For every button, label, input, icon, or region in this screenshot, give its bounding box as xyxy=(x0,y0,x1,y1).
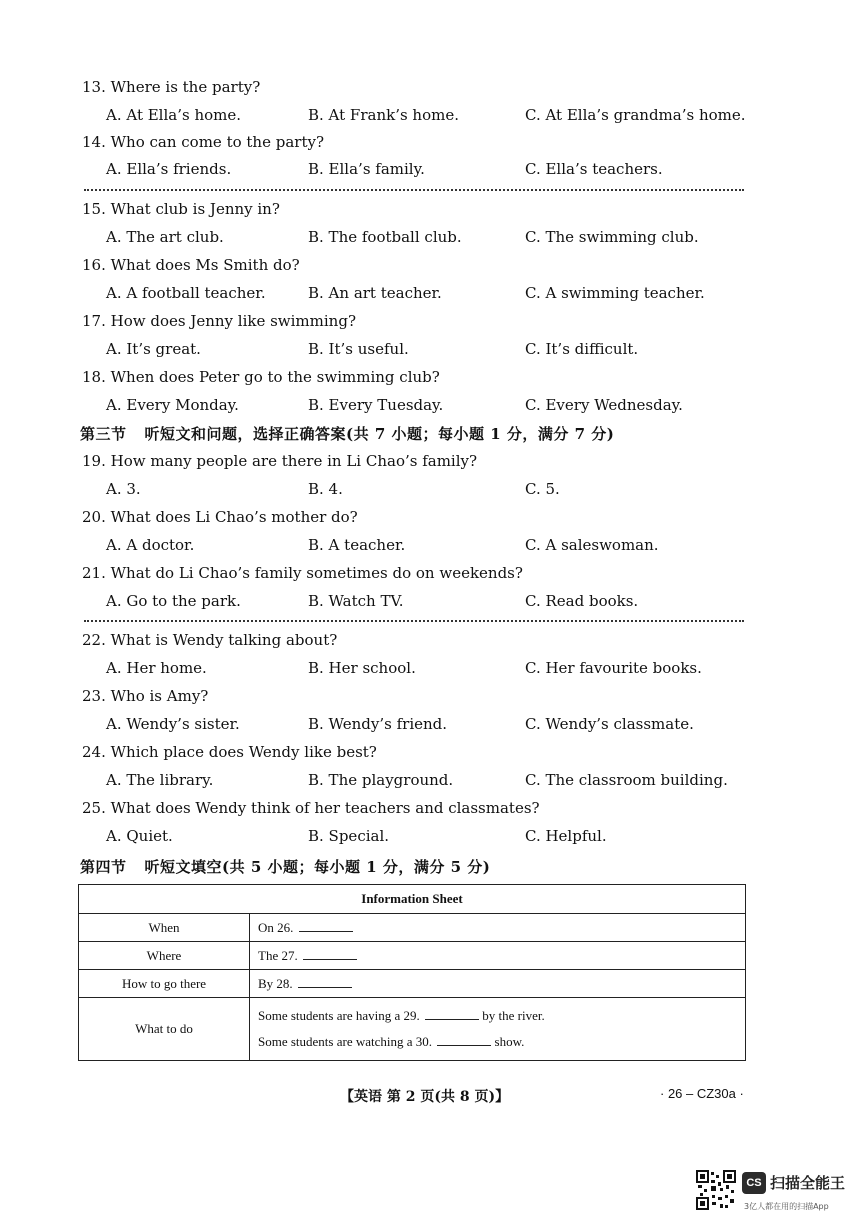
option-22a: A. Her home. xyxy=(106,659,207,677)
question-25: 25. What does Wendy think of her teachers and classmates? xyxy=(82,799,540,817)
section-4-heading xyxy=(80,856,490,877)
answer-blank-30[interactable] xyxy=(437,1033,491,1046)
option-15b: B. The football club. xyxy=(308,228,462,246)
page-footer: 【英语 第 2 页(共 8 页)】 xyxy=(340,1089,510,1105)
option-24a: A. The library. xyxy=(106,771,214,789)
blank-28-text: By 28. xyxy=(258,976,293,991)
option-24c: C. The classroom building. xyxy=(525,771,728,789)
option-18a: A. Every Monday. xyxy=(106,396,239,414)
information-sheet-table xyxy=(78,884,746,1061)
question-19: 19. How many people are there in Li Chao’s family? xyxy=(82,452,478,470)
option-13b: B. At Frank’s home. xyxy=(308,106,459,124)
question-16: 16. What does Ms Smith do? xyxy=(82,256,300,274)
section-3-title: 听短文和问题，选择正确答案(共 7 小题；每小题 1 分，满分 7 分) xyxy=(144,425,615,443)
option-13c: C. At Ella’s grandma’s home. xyxy=(525,106,746,124)
table-row xyxy=(79,914,746,942)
option-22c: C. Her favourite books. xyxy=(525,659,702,677)
activity-line-30 xyxy=(258,1029,737,1055)
qr-code-icon xyxy=(696,1170,736,1210)
answer-blank-29[interactable] xyxy=(425,1007,479,1020)
answer-blank-26[interactable] xyxy=(299,919,353,932)
row-label-how: How to go there xyxy=(79,970,250,998)
option-24b: B. The playground. xyxy=(308,771,454,789)
option-17b: B. It’s useful. xyxy=(308,340,409,358)
table-row xyxy=(79,942,746,970)
question-21: 21. What do Li Chao’s family sometimes do on weekends? xyxy=(82,564,523,582)
option-16b: B. An art teacher. xyxy=(308,284,442,302)
row-value-where xyxy=(250,942,746,970)
question-14: 14. Who can come to the party? xyxy=(82,133,324,151)
activity-line-29 xyxy=(258,1003,737,1029)
scanner-app-name: 扫描全能王 xyxy=(770,1174,846,1192)
answer-blank-28[interactable] xyxy=(298,975,352,988)
question-15: 15. What club is Jenny in? xyxy=(82,200,280,218)
question-13: 13. Where is the party? xyxy=(82,78,261,96)
option-21b: B. Watch TV. xyxy=(308,592,404,610)
option-20c: C. A saleswoman. xyxy=(525,536,659,554)
option-18b: B. Every Tuesday. xyxy=(308,396,444,414)
option-15c: C. The swimming club. xyxy=(525,228,699,246)
line-30-prefix: Some students are watching a 30. xyxy=(258,1034,433,1049)
option-18c: C. Every Wednesday. xyxy=(525,396,683,414)
section-4-number: 第四节 xyxy=(80,858,127,876)
option-20b: B. A teacher. xyxy=(308,536,406,554)
page-code: · 26 – CZ30a · xyxy=(660,1086,744,1101)
option-19a: A. 3. xyxy=(106,480,141,498)
question-23: 23. Who is Amy? xyxy=(82,687,209,705)
table-row xyxy=(79,970,746,998)
option-23c: C. Wendy’s classmate. xyxy=(525,715,694,733)
row-label-where: Where xyxy=(79,942,250,970)
option-19c: C. 5. xyxy=(525,480,560,498)
option-14b: B. Ella’s family. xyxy=(308,160,425,178)
option-13a: A. At Ella’s home. xyxy=(106,106,242,124)
option-20a: A. A doctor. xyxy=(106,536,195,554)
line-29-suffix: by the river. xyxy=(482,1008,545,1023)
answer-blank-27[interactable] xyxy=(303,947,357,960)
section-4-title: 听短文填空(共 5 小题；每小题 1 分，满分 5 分) xyxy=(144,858,491,876)
option-17a: A. It’s great. xyxy=(106,340,201,358)
row-value-how xyxy=(250,970,746,998)
question-18: 18. When does Peter go to the swimming club? xyxy=(82,368,440,386)
option-25c: C. Helpful. xyxy=(525,827,607,845)
question-17: 17. How does Jenny like swimming? xyxy=(82,312,356,330)
option-25a: A. Quiet. xyxy=(106,827,173,845)
option-14a: A. Ella’s friends. xyxy=(106,160,232,178)
dotted-divider xyxy=(84,189,744,191)
row-value-what-to-do xyxy=(250,998,746,1061)
row-value-when xyxy=(250,914,746,942)
blank-27-text: The 27. xyxy=(258,948,298,963)
row-label-when: When xyxy=(79,914,250,942)
line-30-suffix: show. xyxy=(494,1034,525,1049)
line-29-prefix: Some students are having a 29. xyxy=(258,1008,420,1023)
option-25b: B. Special. xyxy=(308,827,390,845)
table-header: Information Sheet xyxy=(79,885,746,914)
scanner-tagline: 3亿人都在用的扫描App xyxy=(744,1202,829,1211)
option-21a: A. Go to the park. xyxy=(106,592,241,610)
option-16c: C. A swimming teacher. xyxy=(525,284,705,302)
option-23a: A. Wendy’s sister. xyxy=(106,715,240,733)
option-21c: C. Read books. xyxy=(525,592,639,610)
dotted-divider xyxy=(84,620,744,622)
question-24: 24. Which place does Wendy like best? xyxy=(82,743,377,761)
section-3-number: 第三节 xyxy=(80,425,127,443)
question-20: 20. What does Li Chao’s mother do? xyxy=(82,508,358,526)
option-17c: C. It’s difficult. xyxy=(525,340,639,358)
option-16a: A. A football teacher. xyxy=(106,284,266,302)
section-3-heading xyxy=(80,423,614,444)
option-14c: C. Ella’s teachers. xyxy=(525,160,663,178)
option-22b: B. Her school. xyxy=(308,659,416,677)
table-row xyxy=(79,998,746,1061)
option-15a: A. The art club. xyxy=(106,228,224,246)
question-22: 22. What is Wendy talking about? xyxy=(82,631,338,649)
blank-26-text: On 26. xyxy=(258,920,294,935)
camscanner-logo: CS xyxy=(742,1172,766,1194)
row-label-what-to-do: What to do xyxy=(79,998,250,1061)
option-19b: B. 4. xyxy=(308,480,343,498)
option-23b: B. Wendy’s friend. xyxy=(308,715,448,733)
